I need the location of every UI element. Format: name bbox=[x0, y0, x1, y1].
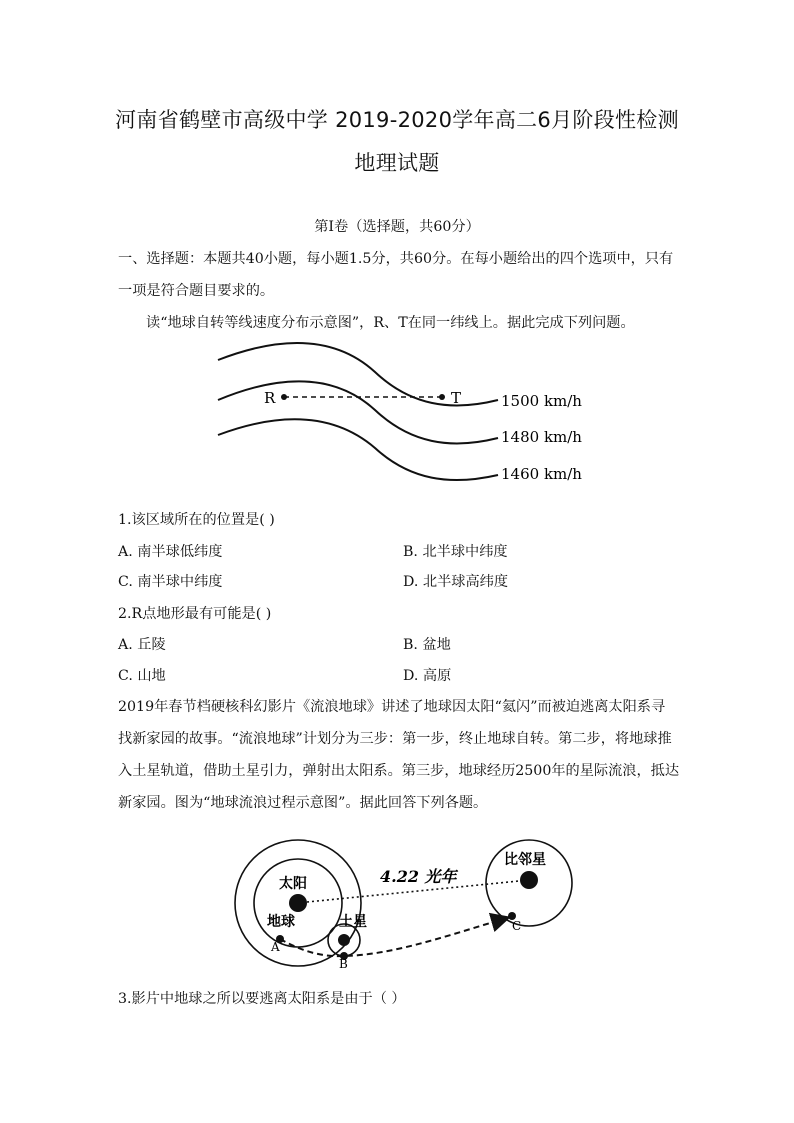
proxima-label: 比邻星 bbox=[504, 852, 546, 868]
isoline-1460 bbox=[218, 419, 498, 480]
group1-intro: 读“地球自转等线速度分布示意图”，R、T在同一纬线上。据此完成下列问题。 bbox=[146, 315, 635, 331]
distance-label: 4.22 光年 bbox=[380, 867, 457, 886]
earth-label: 地球 bbox=[267, 914, 295, 930]
isoline-label-1460: 1460 km/h bbox=[501, 465, 582, 483]
q2-option-c: C. 山地 bbox=[118, 668, 166, 684]
earth-route-dashed-path bbox=[280, 918, 507, 956]
saturn-dot bbox=[338, 934, 350, 946]
q1-option-b: B. 北半球中纬度 bbox=[403, 544, 508, 560]
point-r-label: R bbox=[264, 389, 276, 407]
point-t-dot bbox=[439, 394, 445, 400]
velocity-isoline-figure bbox=[200, 330, 600, 500]
instructions-line-1: 一、选择题：本题共40小题，每小题1.5分，共60分。在每小题给出的四个选项中，只有 bbox=[118, 251, 674, 267]
question-3-stem: 3.影片中地球之所以要逃离太阳系是由于（ ） bbox=[118, 991, 406, 1007]
q1-option-c: C. 南半球中纬度 bbox=[118, 574, 223, 590]
point-c-label: C bbox=[512, 919, 522, 933]
saturn-label: 土星 bbox=[339, 914, 367, 930]
instructions-line-2: 一项是符合题目要求的。 bbox=[118, 283, 275, 299]
q1-option-a: A. 南半球低纬度 bbox=[118, 544, 223, 560]
exam-title: 河南省鹤壁市高级中学 2019-2020学年高二6月阶段性检测 bbox=[115, 108, 679, 132]
point-a-label: A bbox=[271, 940, 280, 954]
point-t-label: T bbox=[451, 389, 462, 407]
group2-para-line-3: 入土星轨道，借助土星引力，弹射出太阳系。第三步，地球经历2500年的星际流浪，抵达 bbox=[118, 763, 680, 779]
question-1-stem: 1.该区域所在的位置是( ) bbox=[118, 512, 275, 528]
isoline-label-1500: 1500 km/h bbox=[501, 392, 582, 410]
isoline-label-1480: 1480 km/h bbox=[501, 428, 582, 446]
point-b-label: B bbox=[339, 957, 348, 971]
group2-para-line-2: 找新家园的故事。“流浪地球”计划分为三步：第一步，终止地球自转。第二步，将地球推 bbox=[118, 731, 672, 747]
sun-label: 太阳 bbox=[279, 876, 307, 892]
point-r-dot bbox=[281, 394, 287, 400]
wandering-earth-figure bbox=[225, 835, 585, 975]
q2-option-d: D. 高原 bbox=[403, 668, 452, 684]
q1-option-d: D. 北半球高纬度 bbox=[403, 574, 509, 590]
proxima-dot bbox=[520, 871, 538, 889]
q2-option-a: A. 丘陵 bbox=[118, 637, 166, 653]
group2-para-line-1: 2019年春节档硬核科幻影片《流浪地球》讲述了地球因太阳“氦闪”而被迫逃离太阳系寻 bbox=[118, 699, 666, 715]
question-2-stem: 2.R点地形最有可能是( ) bbox=[118, 606, 272, 622]
exam-subtitle: 地理试题 bbox=[354, 151, 440, 175]
section-heading: 第Ⅰ卷（选择题，共60分） bbox=[314, 219, 480, 235]
q2-option-b: B. 盆地 bbox=[403, 637, 451, 653]
sun-dot bbox=[289, 894, 307, 912]
group2-para-line-4: 新家园。图为“地球流浪过程示意图”。据此回答下列各题。 bbox=[118, 795, 488, 811]
